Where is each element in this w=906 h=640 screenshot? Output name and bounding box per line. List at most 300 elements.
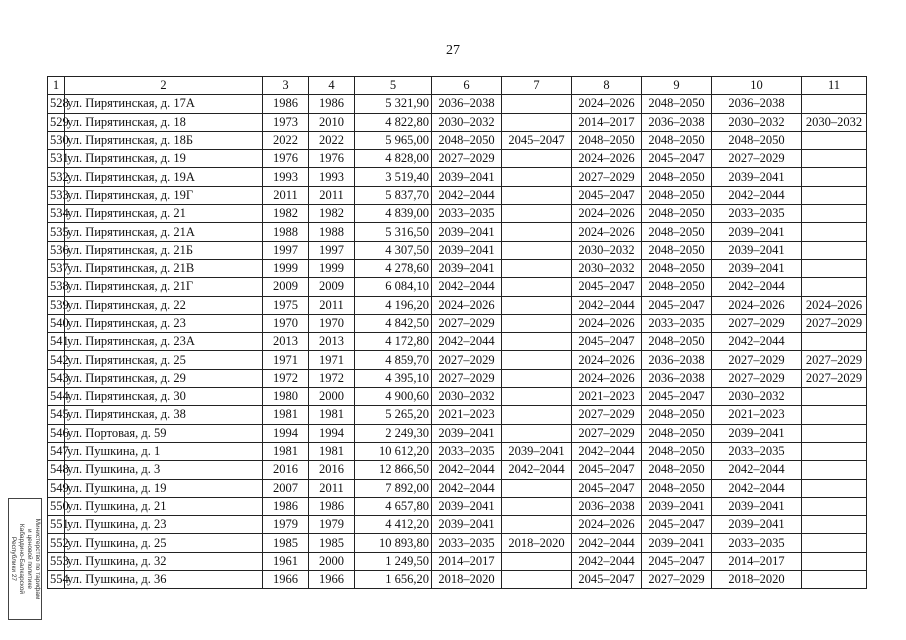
period-col7-cell xyxy=(502,223,572,241)
year-built-cell: 1970 xyxy=(263,314,309,332)
total-area-cell: 4 172,80 xyxy=(355,333,432,351)
total-area-cell: 3 519,40 xyxy=(355,168,432,186)
registration-stamp xyxy=(8,498,42,620)
year-built-cell: 1975 xyxy=(263,296,309,314)
year-overhaul-cell: 2011 xyxy=(309,296,355,314)
address-cell: ул. Пирятинская, д. 29 xyxy=(65,369,263,387)
period-col8-cell: 2024–2026 xyxy=(572,223,642,241)
total-area-cell: 2 249,30 xyxy=(355,424,432,442)
period-col6-cell: 2021–2023 xyxy=(432,406,502,424)
period-col6-cell: 2027–2029 xyxy=(432,314,502,332)
period-col9-cell: 2045–2047 xyxy=(642,388,712,406)
period-col6-cell: 2027–2029 xyxy=(432,351,502,369)
period-col7-cell xyxy=(502,186,572,204)
period-col9-cell: 2036–2038 xyxy=(642,369,712,387)
period-col6-cell: 2018–2020 xyxy=(432,571,502,589)
address-cell: ул. Пирятинская, д. 21В xyxy=(65,259,263,277)
period-col6-cell: 2030–2032 xyxy=(432,113,502,131)
period-col6-cell: 2024–2026 xyxy=(432,296,502,314)
period-col7-cell xyxy=(502,388,572,406)
period-col10-cell: 2033–2035 xyxy=(712,534,802,552)
year-built-cell: 1988 xyxy=(263,223,309,241)
period-col7-cell xyxy=(502,278,572,296)
year-overhaul-cell: 1986 xyxy=(309,497,355,515)
period-col6-cell: 2036–2038 xyxy=(432,95,502,113)
period-col10-cell: 2027–2029 xyxy=(712,369,802,387)
period-col11-cell xyxy=(802,497,867,515)
period-col8-cell: 2030–2032 xyxy=(572,241,642,259)
period-col8-cell: 2045–2047 xyxy=(572,571,642,589)
row-number-cell: 548 xyxy=(48,461,65,479)
period-col10-cell: 2027–2029 xyxy=(712,351,802,369)
page-number: 27 xyxy=(446,43,460,58)
period-col10-cell: 2021–2023 xyxy=(712,406,802,424)
address-cell: ул. Пирятинская, д. 30 xyxy=(65,388,263,406)
period-col8-cell: 2042–2044 xyxy=(572,552,642,570)
period-col9-cell: 2039–2041 xyxy=(642,497,712,515)
period-col7-cell xyxy=(502,241,572,259)
address-cell: ул. Пушкина, д. 25 xyxy=(65,534,263,552)
period-col11-cell xyxy=(802,388,867,406)
period-col9-cell: 2027–2029 xyxy=(642,571,712,589)
address-cell: ул. Пушкина, д. 3 xyxy=(65,461,263,479)
table-row xyxy=(48,131,867,149)
year-overhaul-cell: 1971 xyxy=(309,351,355,369)
address-cell: ул. Пушкина, д. 21 xyxy=(65,497,263,515)
column-header-6: 6 xyxy=(432,77,502,95)
address-cell: ул. Пирятинская, д. 18 xyxy=(65,113,263,131)
period-col10-cell: 2039–2041 xyxy=(712,424,802,442)
total-area-cell: 4 900,60 xyxy=(355,388,432,406)
period-col11-cell xyxy=(802,278,867,296)
period-col9-cell: 2048–2050 xyxy=(642,205,712,223)
total-area-cell: 4 278,60 xyxy=(355,259,432,277)
total-area-cell: 4 842,50 xyxy=(355,314,432,332)
row-number-cell: 543 xyxy=(48,369,65,387)
address-cell: ул. Пушкина, д. 23 xyxy=(65,516,263,534)
period-col11-cell xyxy=(802,571,867,589)
period-col11-cell xyxy=(802,442,867,460)
period-col7-cell xyxy=(502,95,572,113)
year-built-cell: 1997 xyxy=(263,241,309,259)
total-area-cell: 5 321,90 xyxy=(355,95,432,113)
table-row xyxy=(48,442,867,460)
period-col11-cell xyxy=(802,259,867,277)
stamp-line: и ценовой политике xyxy=(26,529,33,589)
period-col8-cell: 2021–2023 xyxy=(572,388,642,406)
period-col8-cell: 2042–2044 xyxy=(572,296,642,314)
period-col7-cell xyxy=(502,369,572,387)
row-number-cell: 544 xyxy=(48,388,65,406)
period-col8-cell: 2036–2038 xyxy=(572,497,642,515)
year-overhaul-cell: 1970 xyxy=(309,314,355,332)
period-col6-cell: 2039–2041 xyxy=(432,259,502,277)
table-row xyxy=(48,95,867,113)
period-col6-cell: 2048–2050 xyxy=(432,131,502,149)
period-col9-cell: 2048–2050 xyxy=(642,461,712,479)
period-col9-cell: 2048–2050 xyxy=(642,223,712,241)
table-body xyxy=(48,95,867,589)
table-row xyxy=(48,168,867,186)
period-col9-cell: 2039–2041 xyxy=(642,534,712,552)
period-col11-cell xyxy=(802,150,867,168)
year-overhaul-cell: 2000 xyxy=(309,552,355,570)
period-col9-cell: 2048–2050 xyxy=(642,186,712,204)
year-built-cell: 1985 xyxy=(263,534,309,552)
period-col10-cell: 2042–2044 xyxy=(712,278,802,296)
period-col6-cell: 2042–2044 xyxy=(432,479,502,497)
period-col9-cell: 2048–2050 xyxy=(642,168,712,186)
table-row xyxy=(48,259,867,277)
address-cell: ул. Пирятинская, д. 19 xyxy=(65,150,263,168)
period-col9-cell: 2045–2047 xyxy=(642,552,712,570)
period-col9-cell: 2048–2050 xyxy=(642,442,712,460)
period-col11-cell: 2027–2029 xyxy=(802,314,867,332)
period-col6-cell: 2014–2017 xyxy=(432,552,502,570)
year-built-cell: 1982 xyxy=(263,205,309,223)
housing-register-table xyxy=(47,76,867,589)
address-cell: ул. Пирятинская, д. 38 xyxy=(65,406,263,424)
row-number-cell: 532 xyxy=(48,168,65,186)
year-overhaul-cell: 1976 xyxy=(309,150,355,168)
year-built-cell: 2009 xyxy=(263,278,309,296)
row-number-cell: 529 xyxy=(48,113,65,131)
period-col10-cell: 2042–2044 xyxy=(712,461,802,479)
period-col7-cell xyxy=(502,497,572,515)
row-number-cell: 538 xyxy=(48,278,65,296)
total-area-cell: 4 859,70 xyxy=(355,351,432,369)
period-col8-cell: 2027–2029 xyxy=(572,168,642,186)
total-area-cell: 4 822,80 xyxy=(355,113,432,131)
year-built-cell: 1986 xyxy=(263,497,309,515)
row-number-cell: 534 xyxy=(48,205,65,223)
row-number-cell: 536 xyxy=(48,241,65,259)
year-built-cell: 1979 xyxy=(263,516,309,534)
period-col8-cell: 2030–2032 xyxy=(572,259,642,277)
period-col10-cell: 2018–2020 xyxy=(712,571,802,589)
table-row xyxy=(48,406,867,424)
table-row xyxy=(48,186,867,204)
table-row xyxy=(48,351,867,369)
period-col8-cell: 2024–2026 xyxy=(572,351,642,369)
row-number-cell: 550 xyxy=(48,497,65,515)
row-number-cell: 539 xyxy=(48,296,65,314)
period-col6-cell: 2027–2029 xyxy=(432,369,502,387)
column-header-11: 11 xyxy=(802,77,867,95)
period-col10-cell: 2042–2044 xyxy=(712,333,802,351)
period-col8-cell: 2024–2026 xyxy=(572,314,642,332)
total-area-cell: 12 866,50 xyxy=(355,461,432,479)
period-col11-cell xyxy=(802,168,867,186)
year-overhaul-cell: 1999 xyxy=(309,259,355,277)
table-row xyxy=(48,150,867,168)
period-col7-cell xyxy=(502,314,572,332)
table-row xyxy=(48,388,867,406)
period-col11-cell: 2030–2032 xyxy=(802,113,867,131)
row-number-cell: 542 xyxy=(48,351,65,369)
period-col10-cell: 2027–2029 xyxy=(712,150,802,168)
year-overhaul-cell: 2010 xyxy=(309,113,355,131)
column-header-4: 4 xyxy=(309,77,355,95)
period-col7-cell xyxy=(502,479,572,497)
address-cell: ул. Пирятинская, д. 21Г xyxy=(65,278,263,296)
year-overhaul-cell: 1982 xyxy=(309,205,355,223)
period-col6-cell: 2039–2041 xyxy=(432,168,502,186)
year-built-cell: 2011 xyxy=(263,186,309,204)
period-col8-cell: 2024–2026 xyxy=(572,205,642,223)
total-area-cell: 5 265,20 xyxy=(355,406,432,424)
row-number-cell: 541 xyxy=(48,333,65,351)
period-col8-cell: 2027–2029 xyxy=(572,406,642,424)
row-number-cell: 551 xyxy=(48,516,65,534)
period-col7-cell xyxy=(502,552,572,570)
address-cell: ул. Пирятинская, д. 19Г xyxy=(65,186,263,204)
total-area-cell: 10 893,80 xyxy=(355,534,432,552)
period-col6-cell: 2027–2029 xyxy=(432,150,502,168)
year-built-cell: 2016 xyxy=(263,461,309,479)
period-col10-cell: 2036–2038 xyxy=(712,95,802,113)
table-row xyxy=(48,113,867,131)
period-col7-cell xyxy=(502,168,572,186)
table-row xyxy=(48,552,867,570)
header-row xyxy=(48,77,867,95)
period-col11-cell: 2027–2029 xyxy=(802,369,867,387)
total-area-cell: 4 196,20 xyxy=(355,296,432,314)
period-col7-cell xyxy=(502,333,572,351)
address-cell: ул. Пушкина, д. 1 xyxy=(65,442,263,460)
year-built-cell: 1966 xyxy=(263,571,309,589)
column-header-10: 10 xyxy=(712,77,802,95)
address-cell: ул. Портовая, д. 59 xyxy=(65,424,263,442)
period-col8-cell: 2014–2017 xyxy=(572,113,642,131)
total-area-cell: 7 892,00 xyxy=(355,479,432,497)
year-overhaul-cell: 1986 xyxy=(309,95,355,113)
period-col6-cell: 2039–2041 xyxy=(432,424,502,442)
address-cell: ул. Пирятинская, д. 18Б xyxy=(65,131,263,149)
stamp-text xyxy=(9,519,41,600)
period-col9-cell: 2033–2035 xyxy=(642,314,712,332)
period-col10-cell: 2039–2041 xyxy=(712,259,802,277)
period-col8-cell: 2024–2026 xyxy=(572,516,642,534)
period-col10-cell: 2039–2041 xyxy=(712,168,802,186)
period-col6-cell: 2042–2044 xyxy=(432,186,502,204)
period-col7-cell: 2018–2020 xyxy=(502,534,572,552)
year-overhaul-cell: 1981 xyxy=(309,442,355,460)
year-overhaul-cell: 2022 xyxy=(309,131,355,149)
period-col11-cell: 2027–2029 xyxy=(802,351,867,369)
period-col9-cell: 2036–2038 xyxy=(642,113,712,131)
period-col11-cell xyxy=(802,406,867,424)
period-col7-cell: 2045–2047 xyxy=(502,131,572,149)
total-area-cell: 4 657,80 xyxy=(355,497,432,515)
total-area-cell: 1 249,50 xyxy=(355,552,432,570)
period-col8-cell: 2024–2026 xyxy=(572,95,642,113)
year-built-cell: 1999 xyxy=(263,259,309,277)
period-col7-cell: 2042–2044 xyxy=(502,461,572,479)
address-cell: ул. Пушкина, д. 19 xyxy=(65,479,263,497)
table-row xyxy=(48,571,867,589)
row-number-cell: 530 xyxy=(48,131,65,149)
table-row xyxy=(48,461,867,479)
year-built-cell: 1981 xyxy=(263,406,309,424)
period-col11-cell xyxy=(802,205,867,223)
total-area-cell: 5 837,70 xyxy=(355,186,432,204)
period-col10-cell: 2033–2035 xyxy=(712,442,802,460)
period-col11-cell xyxy=(802,534,867,552)
period-col6-cell: 2039–2041 xyxy=(432,497,502,515)
table-row xyxy=(48,296,867,314)
period-col6-cell: 2042–2044 xyxy=(432,333,502,351)
period-col11-cell xyxy=(802,95,867,113)
period-col6-cell: 2033–2035 xyxy=(432,534,502,552)
period-col8-cell: 2045–2047 xyxy=(572,461,642,479)
period-col11-cell xyxy=(802,131,867,149)
total-area-cell: 5 965,00 xyxy=(355,131,432,149)
year-overhaul-cell: 1981 xyxy=(309,406,355,424)
total-area-cell: 1 656,20 xyxy=(355,571,432,589)
period-col8-cell: 2027–2029 xyxy=(572,424,642,442)
stamp-line: Кабардино-Балкарской xyxy=(18,523,25,595)
period-col7-cell xyxy=(502,406,572,424)
year-overhaul-cell: 1997 xyxy=(309,241,355,259)
year-overhaul-cell: 2009 xyxy=(309,278,355,296)
address-cell: ул. Пирятинская, д. 23А xyxy=(65,333,263,351)
row-number-cell: 537 xyxy=(48,259,65,277)
total-area-cell: 5 316,50 xyxy=(355,223,432,241)
period-col7-cell xyxy=(502,205,572,223)
year-overhaul-cell: 1966 xyxy=(309,571,355,589)
year-overhaul-cell: 1972 xyxy=(309,369,355,387)
total-area-cell: 4 307,50 xyxy=(355,241,432,259)
period-col7-cell xyxy=(502,516,572,534)
period-col11-cell xyxy=(802,223,867,241)
column-header-2: 2 xyxy=(65,77,263,95)
period-col10-cell: 2027–2029 xyxy=(712,314,802,332)
row-number-cell: 552 xyxy=(48,534,65,552)
period-col9-cell: 2048–2050 xyxy=(642,95,712,113)
total-area-cell: 4 828,00 xyxy=(355,150,432,168)
total-area-cell: 6 084,10 xyxy=(355,278,432,296)
column-header-7: 7 xyxy=(502,77,572,95)
period-col10-cell: 2042–2044 xyxy=(712,186,802,204)
year-built-cell: 1961 xyxy=(263,552,309,570)
period-col9-cell: 2048–2050 xyxy=(642,259,712,277)
period-col10-cell: 2048–2050 xyxy=(712,131,802,149)
table-row xyxy=(48,479,867,497)
period-col8-cell: 2045–2047 xyxy=(572,186,642,204)
period-col10-cell: 2039–2041 xyxy=(712,497,802,515)
period-col11-cell xyxy=(802,424,867,442)
period-col10-cell: 2039–2041 xyxy=(712,241,802,259)
period-col8-cell: 2045–2047 xyxy=(572,333,642,351)
year-built-cell: 1972 xyxy=(263,369,309,387)
table-row xyxy=(48,333,867,351)
address-cell: ул. Пирятинская, д. 21Б xyxy=(65,241,263,259)
address-cell: ул. Пирятинская, д. 17А xyxy=(65,95,263,113)
year-overhaul-cell: 1994 xyxy=(309,424,355,442)
period-col9-cell: 2048–2050 xyxy=(642,241,712,259)
period-col9-cell: 2048–2050 xyxy=(642,479,712,497)
period-col10-cell: 2030–2032 xyxy=(712,388,802,406)
period-col6-cell: 2030–2032 xyxy=(432,388,502,406)
period-col10-cell: 2033–2035 xyxy=(712,205,802,223)
address-cell: ул. Пушкина, д. 36 xyxy=(65,571,263,589)
address-cell: ул. Пирятинская, д. 22 xyxy=(65,296,263,314)
total-area-cell: 4 839,00 xyxy=(355,205,432,223)
period-col7-cell xyxy=(502,424,572,442)
year-built-cell: 2007 xyxy=(263,479,309,497)
column-header-8: 8 xyxy=(572,77,642,95)
row-number-cell: 540 xyxy=(48,314,65,332)
year-overhaul-cell: 2011 xyxy=(309,186,355,204)
period-col6-cell: 2039–2041 xyxy=(432,516,502,534)
year-overhaul-cell: 2011 xyxy=(309,479,355,497)
period-col7-cell xyxy=(502,259,572,277)
period-col8-cell: 2045–2047 xyxy=(572,278,642,296)
period-col6-cell: 2042–2044 xyxy=(432,461,502,479)
row-number-cell: 553 xyxy=(48,552,65,570)
period-col11-cell xyxy=(802,241,867,259)
period-col8-cell: 2048–2050 xyxy=(572,131,642,149)
year-overhaul-cell: 2000 xyxy=(309,388,355,406)
period-col7-cell xyxy=(502,571,572,589)
period-col6-cell: 2033–2035 xyxy=(432,205,502,223)
period-col7-cell xyxy=(502,113,572,131)
address-cell: ул. Пирятинская, д. 21 xyxy=(65,205,263,223)
address-cell: ул. Пирятинская, д. 21А xyxy=(65,223,263,241)
period-col11-cell xyxy=(802,186,867,204)
total-area-cell: 4 412,20 xyxy=(355,516,432,534)
period-col11-cell xyxy=(802,461,867,479)
period-col9-cell: 2048–2050 xyxy=(642,333,712,351)
row-number-cell: 535 xyxy=(48,223,65,241)
period-col8-cell: 2042–2044 xyxy=(572,534,642,552)
total-area-cell: 10 612,20 xyxy=(355,442,432,460)
table-row xyxy=(48,424,867,442)
period-col9-cell: 2045–2047 xyxy=(642,296,712,314)
row-number-cell: 531 xyxy=(48,150,65,168)
table-row xyxy=(48,314,867,332)
period-col10-cell: 2042–2044 xyxy=(712,479,802,497)
period-col9-cell: 2048–2050 xyxy=(642,424,712,442)
stamp-line: Республики 27 xyxy=(10,536,17,582)
column-header-5: 5 xyxy=(355,77,432,95)
table-row xyxy=(48,223,867,241)
period-col7-cell xyxy=(502,351,572,369)
period-col6-cell: 2039–2041 xyxy=(432,223,502,241)
year-built-cell: 1976 xyxy=(263,150,309,168)
total-area-cell: 4 395,10 xyxy=(355,369,432,387)
year-built-cell: 1994 xyxy=(263,424,309,442)
period-col11-cell xyxy=(802,552,867,570)
period-col10-cell: 2030–2032 xyxy=(712,113,802,131)
period-col11-cell xyxy=(802,516,867,534)
year-overhaul-cell: 2013 xyxy=(309,333,355,351)
period-col6-cell: 2033–2035 xyxy=(432,442,502,460)
table-row xyxy=(48,516,867,534)
year-built-cell: 1993 xyxy=(263,168,309,186)
period-col6-cell: 2039–2041 xyxy=(432,241,502,259)
period-col7-cell xyxy=(502,150,572,168)
table-row xyxy=(48,241,867,259)
year-built-cell: 1980 xyxy=(263,388,309,406)
year-overhaul-cell: 1988 xyxy=(309,223,355,241)
column-header-9: 9 xyxy=(642,77,712,95)
year-built-cell: 1986 xyxy=(263,95,309,113)
period-col11-cell xyxy=(802,333,867,351)
year-overhaul-cell: 1985 xyxy=(309,534,355,552)
row-number-cell: 549 xyxy=(48,479,65,497)
